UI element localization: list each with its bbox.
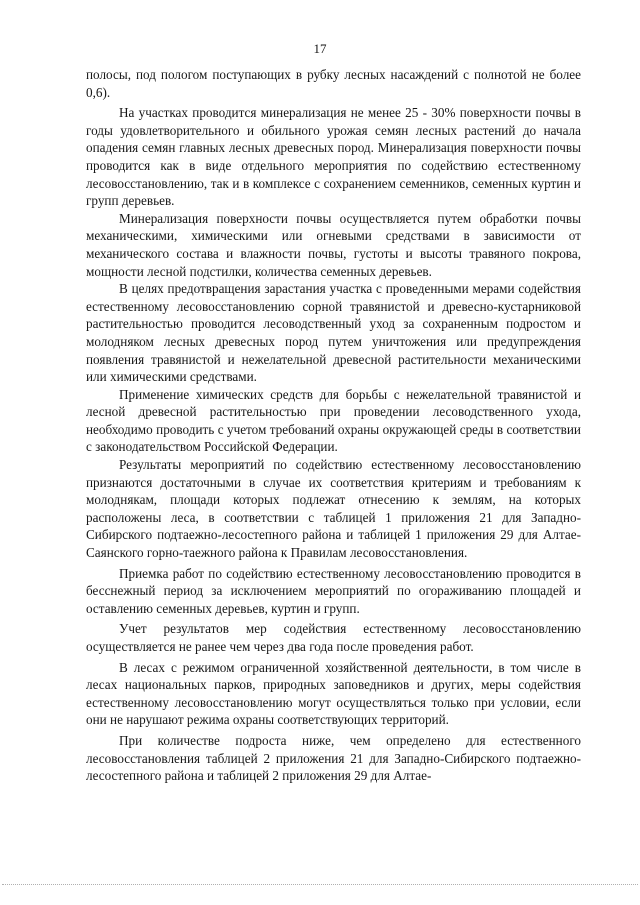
paragraph: Применение химических средств для борьбы с нежелательной травянистой и лесной древесной растительностью при проведении лесоводственного ухода, необходимо проводить с учетом требований охраны окружающей среды в соответствии с законодательством Российской Федерации. xyxy=(86,386,581,455)
paragraph: Минерализация поверхности почвы осуществляется путем обработки почвы механическими, химическими или огневыми средствами в зависимости от механического состава и влажности почвы, густоты и высоты травяного покрова, мощности лесной подстилки, количества семенных деревьев. xyxy=(86,210,581,279)
scan-edge-line xyxy=(2,884,638,885)
paragraph: В целях предотвращения зарастания участка с проведенными мерами содействия естественному лесовосстановлению сорной травянистой и древесно-кустарниковой растительностью проводится лесоводственный уход за сохраненным подростом и молодняком лесных древесных пород путем уничтожения или предупреждения появления травянистой и нежелательной древесной растительности механическими или химическими средствами. xyxy=(86,281,581,385)
paragraph: Учет результатов мер содействия естественному лесовосстановлению осуществляется не ранее чем через два года после проведения работ. xyxy=(86,621,581,654)
paragraph: При количестве подроста ниже, чем определено для естественного лесовосстановления таблицей 2 приложения 21 для Западно-Сибирского подтаежно-лесостепного района и таблицей 2 приложения 29 для Алтае- xyxy=(86,732,581,784)
page-number: 17 xyxy=(313,41,327,56)
paragraph: полосы, под пологом поступающих в рубку лесных насаждений с полнотой не более 0,6). xyxy=(86,67,581,100)
paragraph: Приемка работ по содействию естественному лесовосстановлению проводится в бесснежный период за исключением мероприятий по огораживанию площадей и оставлению семенных деревьев, куртин и групп. xyxy=(86,565,581,616)
document-body xyxy=(86,66,581,785)
paragraph: Результаты мероприятий по содействию естественному лесовосстановлению признаются достаточными в случае их соответствия критериям и требованиям к молоднякам, площади которых подлежат отнесению к землям, на которых расположены леса, в соответствии с таблицей 1 приложения 21 для Западно-Сибирского подтаежно-лесостепного района и таблицей 1 приложения 29 для Алтае-Саянского горно-таежного района к Правилам лесовосстановления. xyxy=(86,457,581,561)
paragraph: В лесах с режимом ограниченной хозяйственной деятельности, в том числе в лесах национальных парков, природных заповедников и других, меры содействия естественному лесовосстановлению могут осуществляться только при условии, если они не нарушают режима охраны соответствующих территорий. xyxy=(86,659,581,728)
paragraph: На участках проводится минерализация не менее 25 - 30% поверхности почвы в годы удовлетворительного и обильного урожая семян лесных растений до начала опадения семян главных лесных древесных пород. Минерализация поверхности почвы проводится как в виде отдельного мероприятия по содействию естественному лесовосстановлению, так и в комплексе с сохранением семенников, семенных куртин и групп деревьев. xyxy=(86,105,581,209)
